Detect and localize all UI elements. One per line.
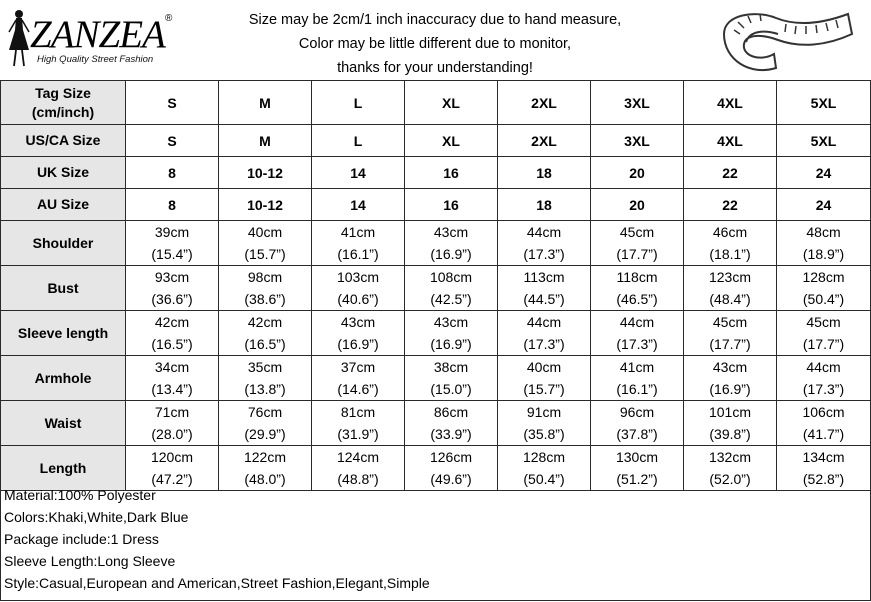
inch-value: (16.9”) xyxy=(709,381,751,397)
measure-cell xyxy=(405,311,498,356)
row-label: Shoulder xyxy=(1,221,126,266)
measure-cell xyxy=(591,311,684,356)
cm-value: 34cm xyxy=(154,359,190,375)
row-label-text: Tag Size xyxy=(35,84,91,101)
detail-material: Material:100% Polyester xyxy=(4,487,156,503)
inch-value: (16.9”) xyxy=(337,336,379,352)
row-label: Waist xyxy=(1,401,126,446)
detail-package: Package include:1 Dress xyxy=(4,531,159,547)
cm-value: 38cm xyxy=(433,359,469,375)
inch-value: (35.8”) xyxy=(523,426,565,442)
cm-value: 76cm xyxy=(247,404,283,420)
measurement-notice xyxy=(190,8,680,80)
row-label-text: (cm/inch) xyxy=(31,103,95,120)
detail-style: Style:Casual,European and American,Street Fashion,Elegant,Simple xyxy=(4,575,430,591)
measure-cell xyxy=(684,221,777,266)
inch-value: (28.0”) xyxy=(151,426,193,442)
measure-cell xyxy=(126,221,219,266)
measure-cell xyxy=(219,311,312,356)
cm-value: 45cm xyxy=(806,314,841,330)
measure-cell xyxy=(591,356,684,401)
cm-value: 124cm xyxy=(336,449,380,465)
cm-value: 42cm xyxy=(247,314,283,330)
inch-value: (18.1”) xyxy=(709,246,751,262)
inch-value: (14.6”) xyxy=(337,381,379,397)
cm-value: 44cm xyxy=(806,359,841,375)
measure-cell xyxy=(219,221,312,266)
size-cell: 5XL xyxy=(777,125,871,157)
measure-cell xyxy=(684,266,777,311)
row-label: Length xyxy=(1,446,126,491)
measure-cell xyxy=(777,356,871,401)
measure-cell xyxy=(405,356,498,401)
measuring-tape-icon xyxy=(716,4,856,74)
measure-cell xyxy=(777,266,871,311)
inch-value: (17.7”) xyxy=(709,336,751,352)
inch-value: (31.9”) xyxy=(337,426,379,442)
inch-value: (16.5”) xyxy=(244,336,286,352)
cm-value: 86cm xyxy=(433,404,469,420)
size-cell: 8 xyxy=(126,189,219,221)
size-cell: 14 xyxy=(312,157,405,189)
cm-value: 113cm xyxy=(523,269,565,285)
header xyxy=(0,0,871,80)
table-row xyxy=(1,266,871,311)
size-cell: M xyxy=(219,81,312,125)
size-cell: S xyxy=(126,125,219,157)
size-cell: 22 xyxy=(684,157,777,189)
inch-value: (29.9”) xyxy=(244,426,286,442)
inch-value: (16.9”) xyxy=(430,246,472,262)
cm-value: 101cm xyxy=(708,404,752,420)
inch-value: (46.5”) xyxy=(616,291,658,307)
measure-cell xyxy=(591,221,684,266)
measure-cell xyxy=(591,266,684,311)
table-row xyxy=(1,125,871,157)
cm-value: 40cm xyxy=(526,359,562,375)
size-cell: XL xyxy=(405,81,498,125)
cm-value: 128cm xyxy=(522,449,566,465)
size-cell: 3XL xyxy=(591,125,684,157)
size-cell: 16 xyxy=(405,157,498,189)
inch-value: (16.5”) xyxy=(151,336,193,352)
row-label: US/CA Size xyxy=(1,125,126,157)
measure-cell xyxy=(777,311,871,356)
size-cell: 16 xyxy=(405,189,498,221)
cm-value: 106cm xyxy=(802,404,845,420)
cm-value: 122cm xyxy=(243,449,287,465)
cm-value: 96cm xyxy=(619,404,655,420)
cm-value: 98cm xyxy=(247,269,283,285)
measure-cell xyxy=(126,266,219,311)
cm-value: 103cm xyxy=(336,269,380,285)
cm-value: 45cm xyxy=(712,314,748,330)
inch-value: (17.3”) xyxy=(523,336,565,352)
measure-cell xyxy=(498,356,591,401)
inch-value: (50.4”) xyxy=(802,291,845,307)
size-cell: 8 xyxy=(126,157,219,189)
inch-value: (42.5”) xyxy=(430,291,472,307)
size-cell: 4XL xyxy=(684,125,777,157)
measure-cell xyxy=(126,356,219,401)
inch-value: (40.6”) xyxy=(337,291,379,307)
inch-value: (44.5”) xyxy=(523,291,565,307)
measure-cell xyxy=(684,401,777,446)
inch-value: (49.6”) xyxy=(430,471,472,487)
measure-cell xyxy=(591,401,684,446)
cm-value: 123cm xyxy=(708,269,752,285)
row-label xyxy=(1,81,126,125)
cm-value: 120cm xyxy=(150,449,194,465)
notice-line: Size may be 2cm/1 inch inaccuracy due to hand measure, xyxy=(248,12,622,28)
cm-value: 130cm xyxy=(615,449,659,465)
cm-value: 46cm xyxy=(712,224,748,240)
size-cell: 5XL xyxy=(777,81,871,125)
inch-value: (51.2”) xyxy=(616,471,658,487)
measure-cell xyxy=(498,221,591,266)
measure-cell xyxy=(498,401,591,446)
inch-value: (16.1”) xyxy=(616,381,658,397)
inch-value: (52.8”) xyxy=(802,471,845,487)
measure-cell xyxy=(312,221,405,266)
cm-value: 35cm xyxy=(247,359,283,375)
cm-value: 91cm xyxy=(526,404,562,420)
brand-tagline: High Quality Street Fashion xyxy=(37,54,154,65)
detail-sleeve-length: Sleeve Length:Long Sleeve xyxy=(4,553,176,569)
registered-mark: ® xyxy=(165,13,173,24)
cm-value: 81cm xyxy=(340,404,376,420)
cm-value: 128cm xyxy=(802,269,845,285)
size-cell: 20 xyxy=(591,157,684,189)
inch-value: (13.4”) xyxy=(151,381,193,397)
measure-cell xyxy=(777,221,871,266)
measure-cell xyxy=(405,266,498,311)
inch-value: (50.4”) xyxy=(523,471,565,487)
cm-value: 40cm xyxy=(247,224,283,240)
row-label: Bust xyxy=(1,266,126,311)
size-cell: 22 xyxy=(684,189,777,221)
cm-value: 48cm xyxy=(806,224,841,240)
cm-value: 134cm xyxy=(802,449,845,465)
cm-value: 126cm xyxy=(429,449,473,465)
table-row xyxy=(1,189,871,221)
measure-cell xyxy=(126,311,219,356)
inch-value: (17.3”) xyxy=(616,336,658,352)
size-cell: M xyxy=(219,125,312,157)
measure-cell xyxy=(405,221,498,266)
measure-cell xyxy=(312,401,405,446)
inch-value: (17.7”) xyxy=(802,336,845,352)
row-label: Armhole xyxy=(1,356,126,401)
measure-cell xyxy=(405,401,498,446)
size-cell: 20 xyxy=(591,189,684,221)
brand-logo xyxy=(4,8,179,70)
table-row xyxy=(1,221,871,266)
inch-value: (39.8”) xyxy=(709,426,751,442)
inch-value: (37.8”) xyxy=(616,426,658,442)
table-row xyxy=(1,157,871,189)
inch-value: (16.9”) xyxy=(430,336,472,352)
cm-value: 41cm xyxy=(340,224,376,240)
inch-value: (52.0”) xyxy=(709,471,751,487)
size-chart-table xyxy=(0,80,871,491)
inch-value: (48.8”) xyxy=(337,471,379,487)
size-cell: 24 xyxy=(777,157,871,189)
measure-cell xyxy=(126,401,219,446)
cm-value: 44cm xyxy=(526,314,562,330)
table-row xyxy=(1,81,871,125)
measure-cell xyxy=(498,266,591,311)
cm-value: 37cm xyxy=(340,359,376,375)
size-cell: 3XL xyxy=(591,81,684,125)
brand-name: ZANZEA xyxy=(30,13,165,56)
row-label: UK Size xyxy=(1,157,126,189)
cm-value: 44cm xyxy=(526,224,562,240)
measure-cell xyxy=(312,311,405,356)
size-cell: L xyxy=(312,81,405,125)
inch-value: (47.2”) xyxy=(151,471,193,487)
table-row xyxy=(1,401,871,446)
inch-value: (15.7”) xyxy=(523,381,565,397)
inch-value: (48.4”) xyxy=(709,291,751,307)
cm-value: 71cm xyxy=(154,404,190,420)
measure-cell xyxy=(498,311,591,356)
inch-value: (13.8”) xyxy=(244,381,286,397)
cm-value: 43cm xyxy=(433,224,469,240)
size-cell: 10-12 xyxy=(219,157,312,189)
size-cell: S xyxy=(126,81,219,125)
cm-value: 132cm xyxy=(708,449,752,465)
inch-value: (48.0”) xyxy=(244,471,286,487)
measure-cell xyxy=(219,266,312,311)
cm-value: 43cm xyxy=(433,314,469,330)
inch-value: (15.7”) xyxy=(244,246,286,262)
inch-value: (15.0”) xyxy=(430,381,472,397)
row-label: AU Size xyxy=(1,189,126,221)
inch-value: (41.7”) xyxy=(802,426,845,442)
size-cell: 24 xyxy=(777,189,871,221)
size-cell: 14 xyxy=(312,189,405,221)
cm-value: 45cm xyxy=(619,224,655,240)
measure-cell xyxy=(219,356,312,401)
table-row xyxy=(1,356,871,401)
size-cell: 18 xyxy=(498,189,591,221)
inch-value: (17.3”) xyxy=(802,381,845,397)
cm-value: 44cm xyxy=(619,314,655,330)
cm-value: 41cm xyxy=(619,359,655,375)
inch-value: (17.3”) xyxy=(523,246,565,262)
measure-cell xyxy=(219,401,312,446)
measure-cell xyxy=(777,401,871,446)
inch-value: (18.9”) xyxy=(802,246,845,262)
measure-cell xyxy=(684,311,777,356)
size-cell: 2XL xyxy=(498,81,591,125)
inch-value: (36.6”) xyxy=(151,291,193,307)
inch-value: (38.6”) xyxy=(244,291,286,307)
row-label: Sleeve length xyxy=(1,311,126,356)
measure-cell xyxy=(312,356,405,401)
table-row xyxy=(1,311,871,356)
inch-value: (16.1”) xyxy=(337,246,379,262)
size-cell: 4XL xyxy=(684,81,777,125)
product-details xyxy=(0,484,871,601)
inch-value: (33.9”) xyxy=(430,426,472,442)
size-cell: 2XL xyxy=(498,125,591,157)
inch-value: (17.7”) xyxy=(616,246,658,262)
size-cell: L xyxy=(312,125,405,157)
cm-value: 43cm xyxy=(712,359,748,375)
size-cell: 18 xyxy=(498,157,591,189)
size-cell: 10-12 xyxy=(219,189,312,221)
notice-line: thanks for your understanding! xyxy=(337,60,533,76)
measure-cell xyxy=(312,266,405,311)
inch-value: (15.4”) xyxy=(151,246,193,262)
cm-value: 118cm xyxy=(616,269,658,285)
cm-value: 42cm xyxy=(154,314,190,330)
measure-cell xyxy=(684,356,777,401)
cm-value: 93cm xyxy=(154,269,190,285)
cm-value: 39cm xyxy=(154,224,190,240)
cm-value: 43cm xyxy=(340,314,376,330)
size-cell: XL xyxy=(405,125,498,157)
cm-value: 108cm xyxy=(429,269,473,285)
detail-colors: Colors:Khaki,White,Dark Blue xyxy=(4,509,189,525)
notice-line: Color may be little different due to monitor, xyxy=(298,36,572,52)
